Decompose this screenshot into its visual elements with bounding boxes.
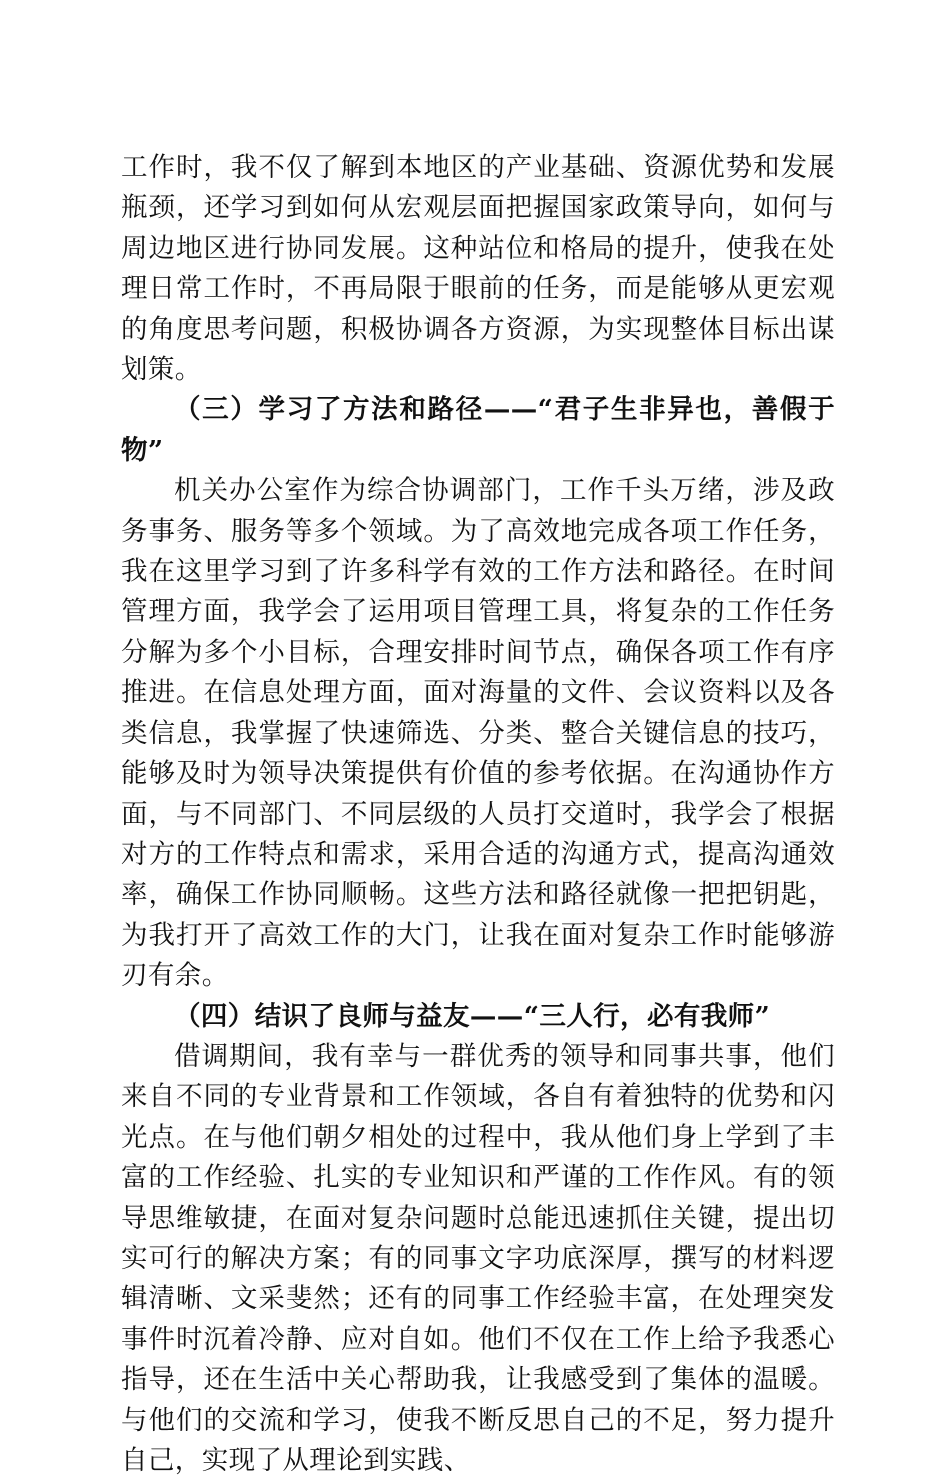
body-paragraph-2: 机关办公室作为综合协调部门，工作千头万绪，涉及政务事务、服务等多个领域。为了高效地完成各项工作任务，我在这里学习到了许多科学有效的工作方法和路径。在时间管理方面，我学会了运用项目管理工具，将复杂的工作任务分解为多个小目标，合理安排时间节点，确保各项工作有序推进。在信息处理方面，面对海量的文件、会议资料以及各类信息，我掌握了快速筛选、分类、整合关键信息的技巧，能够及时为领导决策提供有价值的参考依据。在沟通协作方面，与不同部门、不同层级的人员打交道时，我学会了根据对方的工作特点和需求，采用合适的沟通方式，提高沟通效率，确保工作协同顺畅。这些方法和路径就像一把把钥匙，为我打开了高效工作的大门，让我在面对复杂工作时能够游刃有余。 bbox=[121, 475, 835, 992]
section-heading-4: （四）结识了良师与益友——“三人行，必有我师” bbox=[174, 1000, 771, 1032]
document-page bbox=[121, 148, 835, 1476]
section-heading-3: （三）学习了方法和路径——“君子生非异也，善假于物” bbox=[121, 394, 835, 466]
body-paragraph-3: 借调期间，我有幸与一群优秀的领导和同事共事，他们来自不同的专业背景和工作领域，各自有着独特的优势和闪光点。在与他们朝夕相处的过程中，我从他们身上学到了丰富的工作经验、扎实的专业知识和严谨的工作作风。有的领导思维敏捷，在面对复杂问题时总能迅速抓住关键，提出切实可行的解决方案；有的同事文字功底深厚，撰写的材料逻辑清晰、文采斐然；还有的同事工作经验丰富，在处理突发事件时沉着冷静、应对自如。他们不仅在工作上给予我悉心指导，还在生活中关心帮助我，让我感受到了集体的温暖。与他们的交流和学习，使我不断反思自己的不足，努力提升自己，实现了从理论到实践、 bbox=[121, 1040, 835, 1476]
body-paragraph-1: 工作时，我不仅了解到本地区的产业基础、资源优势和发展瓶颈，还学习到如何从宏观层面把握国家政策导向，如何与周边地区进行协同发展。这种站位和格局的提升，使我在处理日常工作时，不再局限于眼前的任务，而是能够从更宏观的角度思考问题，积极协调各方资源，为实现整体目标出谋划策。 bbox=[121, 152, 835, 386]
